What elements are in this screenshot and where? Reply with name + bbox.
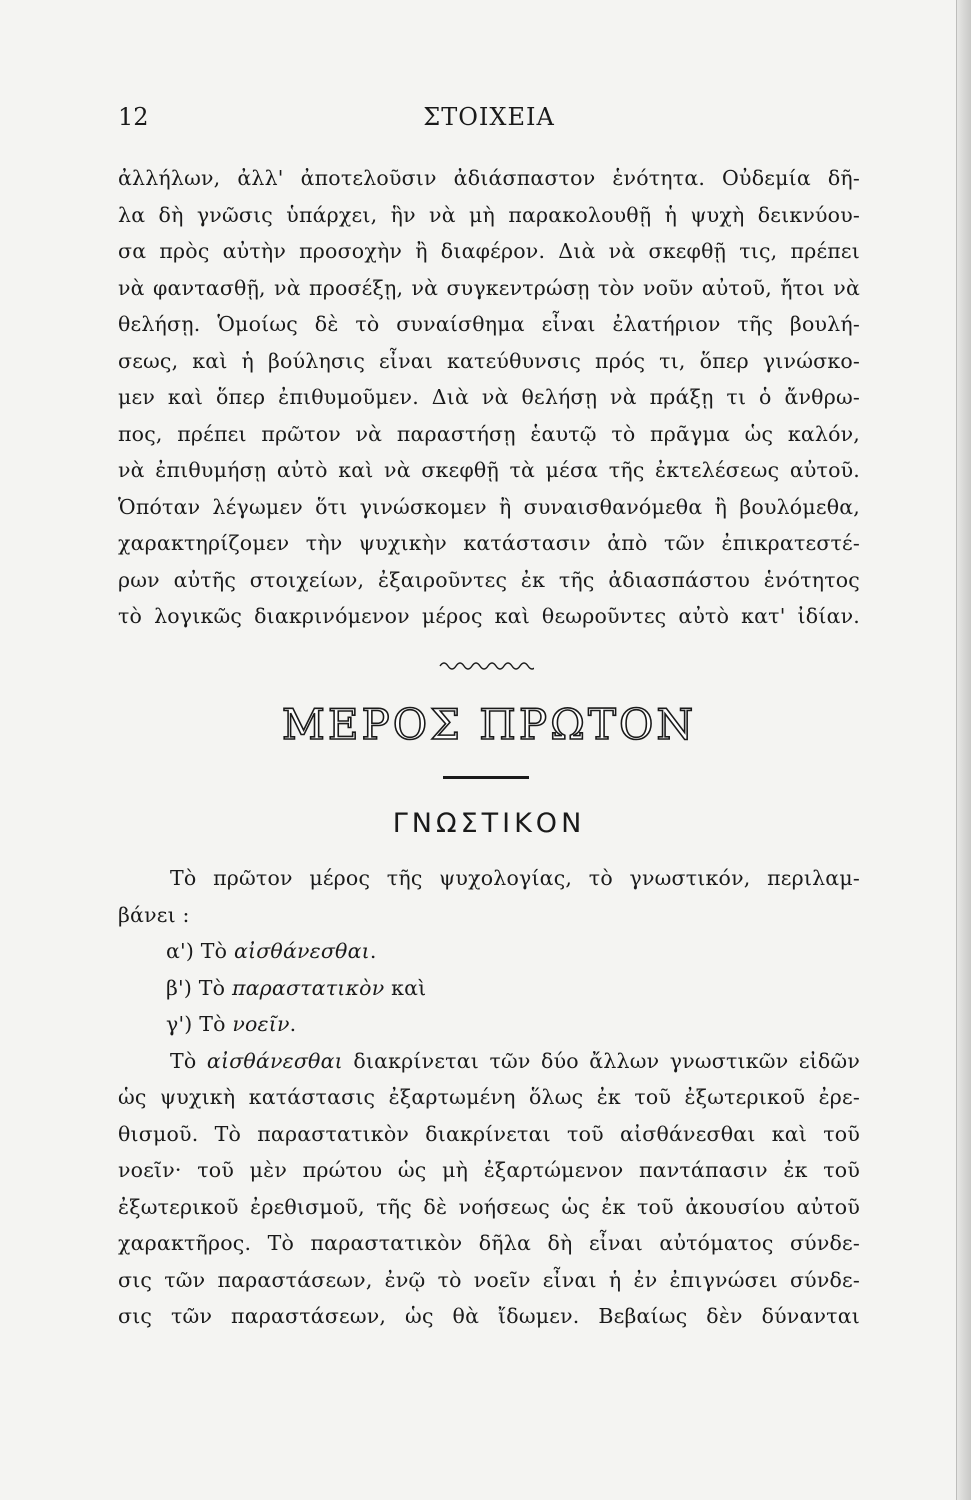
text-line: νὰ φαντασθῇ, νὰ προσέξῃ, νὰ συγκεντρώσῃ τὸν νοῦν αὐτοῦ, ἤτοι νὰ: [118, 275, 860, 300]
text-line: σεως, καὶ ἡ βούλησις εἶναι κατεύθυνσις πρός τι, ὅπερ γινώσκο-: [118, 348, 860, 373]
list-term: αἰσθάνεσθαι: [233, 939, 370, 963]
title-rule: [443, 776, 529, 779]
list-marker: γ') Τὸ: [166, 1012, 226, 1036]
wavy-ornament: [438, 658, 534, 674]
running-title: ΣΤΟΙΧΕΙΑ: [423, 103, 555, 131]
list-item: [118, 1006, 860, 1043]
text-line: πος, πρέπει πρῶτον νὰ παραστήσῃ ἑαυτῷ τὸ πρᾶγμα ὡς καλόν,: [118, 421, 860, 446]
text-line: ὡς ψυχικὴ κατάστασις ἐξαρτωμένη ὅλως ἐκ τοῦ ἐξωτερικοῦ ἐρε-: [118, 1085, 860, 1109]
text-line: μεν καὶ ὅπερ ἐπιθυμοῦμεν. Διὰ νὰ θελήσῃ νὰ πράξῃ τι ὁ ἄνθρω-: [118, 385, 860, 409]
page-number: 12: [118, 103, 149, 131]
text-line: λα δὴ γνῶσις ὑπάρχει, ἣν νὰ μὴ παρακολουθῇ ἡ ψυχὴ δεικνύου-: [118, 202, 860, 227]
page-edge-shadow: [956, 0, 971, 1500]
body-text: [118, 860, 860, 1335]
text-line: θισμοῦ. Τὸ παραστατικὸν διακρίνεται τοῦ αἰσθάνεσθαι καὶ τοῦ: [118, 1121, 860, 1146]
list-item: [118, 933, 860, 970]
intro-paragraph: [118, 160, 860, 635]
italic-term: αἰσθάνεσθαι: [206, 1048, 343, 1073]
text-line: χαρακτῆρος. Τὸ παραστατικὸν δῆλα δὴ εἶναι αὐτόματος σύνδε-: [118, 1231, 860, 1255]
list-suffix: .: [289, 1012, 297, 1036]
page-header: [118, 103, 860, 137]
text-line: τὸ λογικῶς διακρινόμενον μέρος καὶ θεωροῦντες αὐτὸ κατ' ἰδίαν.: [118, 604, 860, 628]
text-line: σα πρὸς αὐτὴν προσοχὴν ἢ διαφέρον. Διὰ νὰ σκεφθῇ τις, πρέπει: [118, 239, 860, 263]
text-line: νὰ ἐπιθυμήσῃ αὐτὸ καὶ νὰ σκεφθῇ τὰ μέσα τῆς ἐκτελέσεως αὐτοῦ.: [118, 458, 860, 482]
text-line: βάνει :: [118, 902, 190, 927]
list-item: [118, 970, 860, 1007]
list-term: παραστατικὸν: [231, 975, 385, 1000]
text-line: Τὸ αἰσθάνεσθαι διακρίνεται τῶν δύο ἄλλων γνωστικῶν εἰδῶν: [170, 1048, 860, 1073]
text-line: σις τῶν παραστάσεων, ὡς θὰ ἴδωμεν. Βεβαίως δὲν δύνανται: [118, 1304, 860, 1328]
text-line: νοεῖν· τοῦ μὲν πρώτου ὡς μὴ ἐξαρτώμενον παντάπασιν ἐκ τοῦ: [118, 1158, 860, 1182]
list-marker: α') Τὸ: [166, 939, 228, 963]
text-line: ρων αὐτῆς στοιχείων, ἐξαιροῦντες ἐκ τῆς ἀδιασπάστου ἑνότητος: [118, 567, 860, 592]
list-suffix: .: [369, 939, 377, 963]
list-marker: β') Τὸ: [166, 975, 226, 1000]
text-line: Ὁπόταν λέγωμεν ὅτι γινώσκομεν ἢ συναισθανόμεθα ἢ βουλόμεθα,: [118, 494, 860, 519]
text-line: ἀλλήλων, ἀλλ' ἀποτελοῦσιν ἀδιάσπαστον ἑνότητα. Οὐδεμία δῆ-: [118, 166, 860, 190]
text-line: θελήσῃ. Ὁμοίως δὲ τὸ συναίσθημα εἶναι ἐλατήριον τῆς βουλή-: [118, 312, 860, 336]
section-title: ΓΝΩΣΤΙΚΟΝ: [392, 808, 586, 839]
text-line: χαρακτηρίζομεν τὴν ψυχικὴν κατάστασιν ἀπὸ τῶν ἐπικρατεστέ-: [118, 531, 860, 555]
text-line: σις τῶν παραστάσεων, ἐνῷ τὸ νοεῖν εἶναι ἡ ἐν ἐπιγνώσει σύνδε-: [118, 1267, 860, 1292]
part-title: ΜΕΡΟΣ ΠΡΩΤΟΝ: [281, 700, 697, 749]
list-suffix: καὶ: [384, 975, 427, 1000]
text-line: Τὸ πρῶτον μέρος τῆς ψυχολογίας, τὸ γνωστικόν, περιλαμ-: [170, 866, 860, 890]
list-term: νοεῖν: [232, 1012, 290, 1036]
text-line: ἐξωτερικοῦ ἐρεθισμοῦ, τῆς δὲ νοήσεως ὡς ἐκ τοῦ ἀκουσίου αὐτοῦ: [118, 1194, 860, 1219]
